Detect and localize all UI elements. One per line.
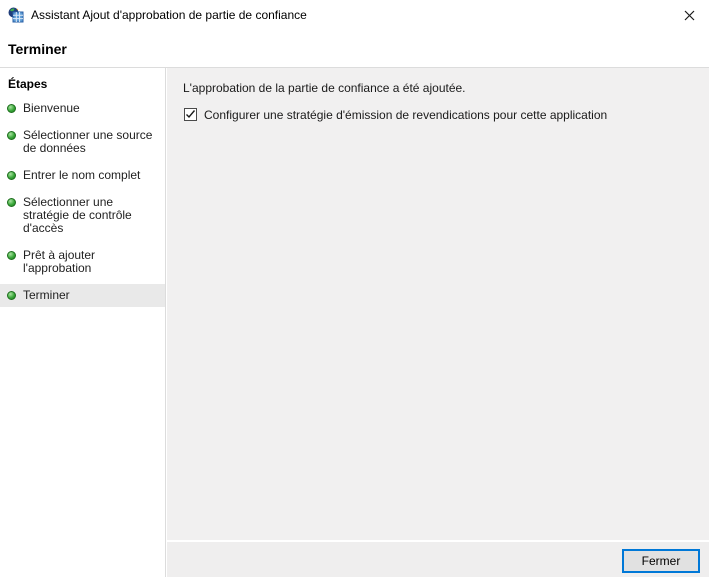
content-panel [167, 68, 709, 540]
window-title: Assistant Ajout d'approbation de partie de confiance [31, 8, 307, 22]
close-icon[interactable] [675, 2, 703, 28]
page-title: Terminer [8, 41, 67, 57]
configure-claims-checkbox-row[interactable] [184, 108, 607, 122]
steps-header: Étapes [8, 77, 48, 91]
titlebar [0, 0, 709, 30]
steps-list [0, 97, 165, 307]
checkbox-label: Configurer une stratégie d'émission de revendications pour cette application [204, 108, 608, 122]
green-dot-icon [7, 251, 16, 260]
green-dot-icon [7, 171, 16, 180]
green-dot-icon [7, 291, 16, 300]
status-text: L'approbation de la partie de confiance a été ajoutée. [183, 81, 466, 95]
step-strategie-acces: Sélectionner une stratégie de contrôle d'accès [0, 191, 165, 240]
close-button[interactable]: Fermer [622, 549, 700, 573]
step-source-donnees: Sélectionner une source de données [0, 124, 165, 160]
page-header [0, 30, 709, 68]
green-dot-icon [7, 104, 16, 113]
step-nom-complet: Entrer le nom complet [0, 164, 165, 187]
step-terminer: Terminer [0, 284, 165, 307]
adfs-wizard-icon [8, 7, 24, 23]
steps-sidebar [0, 68, 166, 577]
checkbox-checked-icon[interactable] [184, 108, 197, 121]
green-dot-icon [7, 198, 16, 207]
green-dot-icon [7, 131, 16, 140]
step-bienvenue: Bienvenue [0, 97, 165, 120]
footer-bar [167, 540, 709, 577]
step-pret-ajouter: Prêt à ajouter l'approbation [0, 244, 165, 280]
